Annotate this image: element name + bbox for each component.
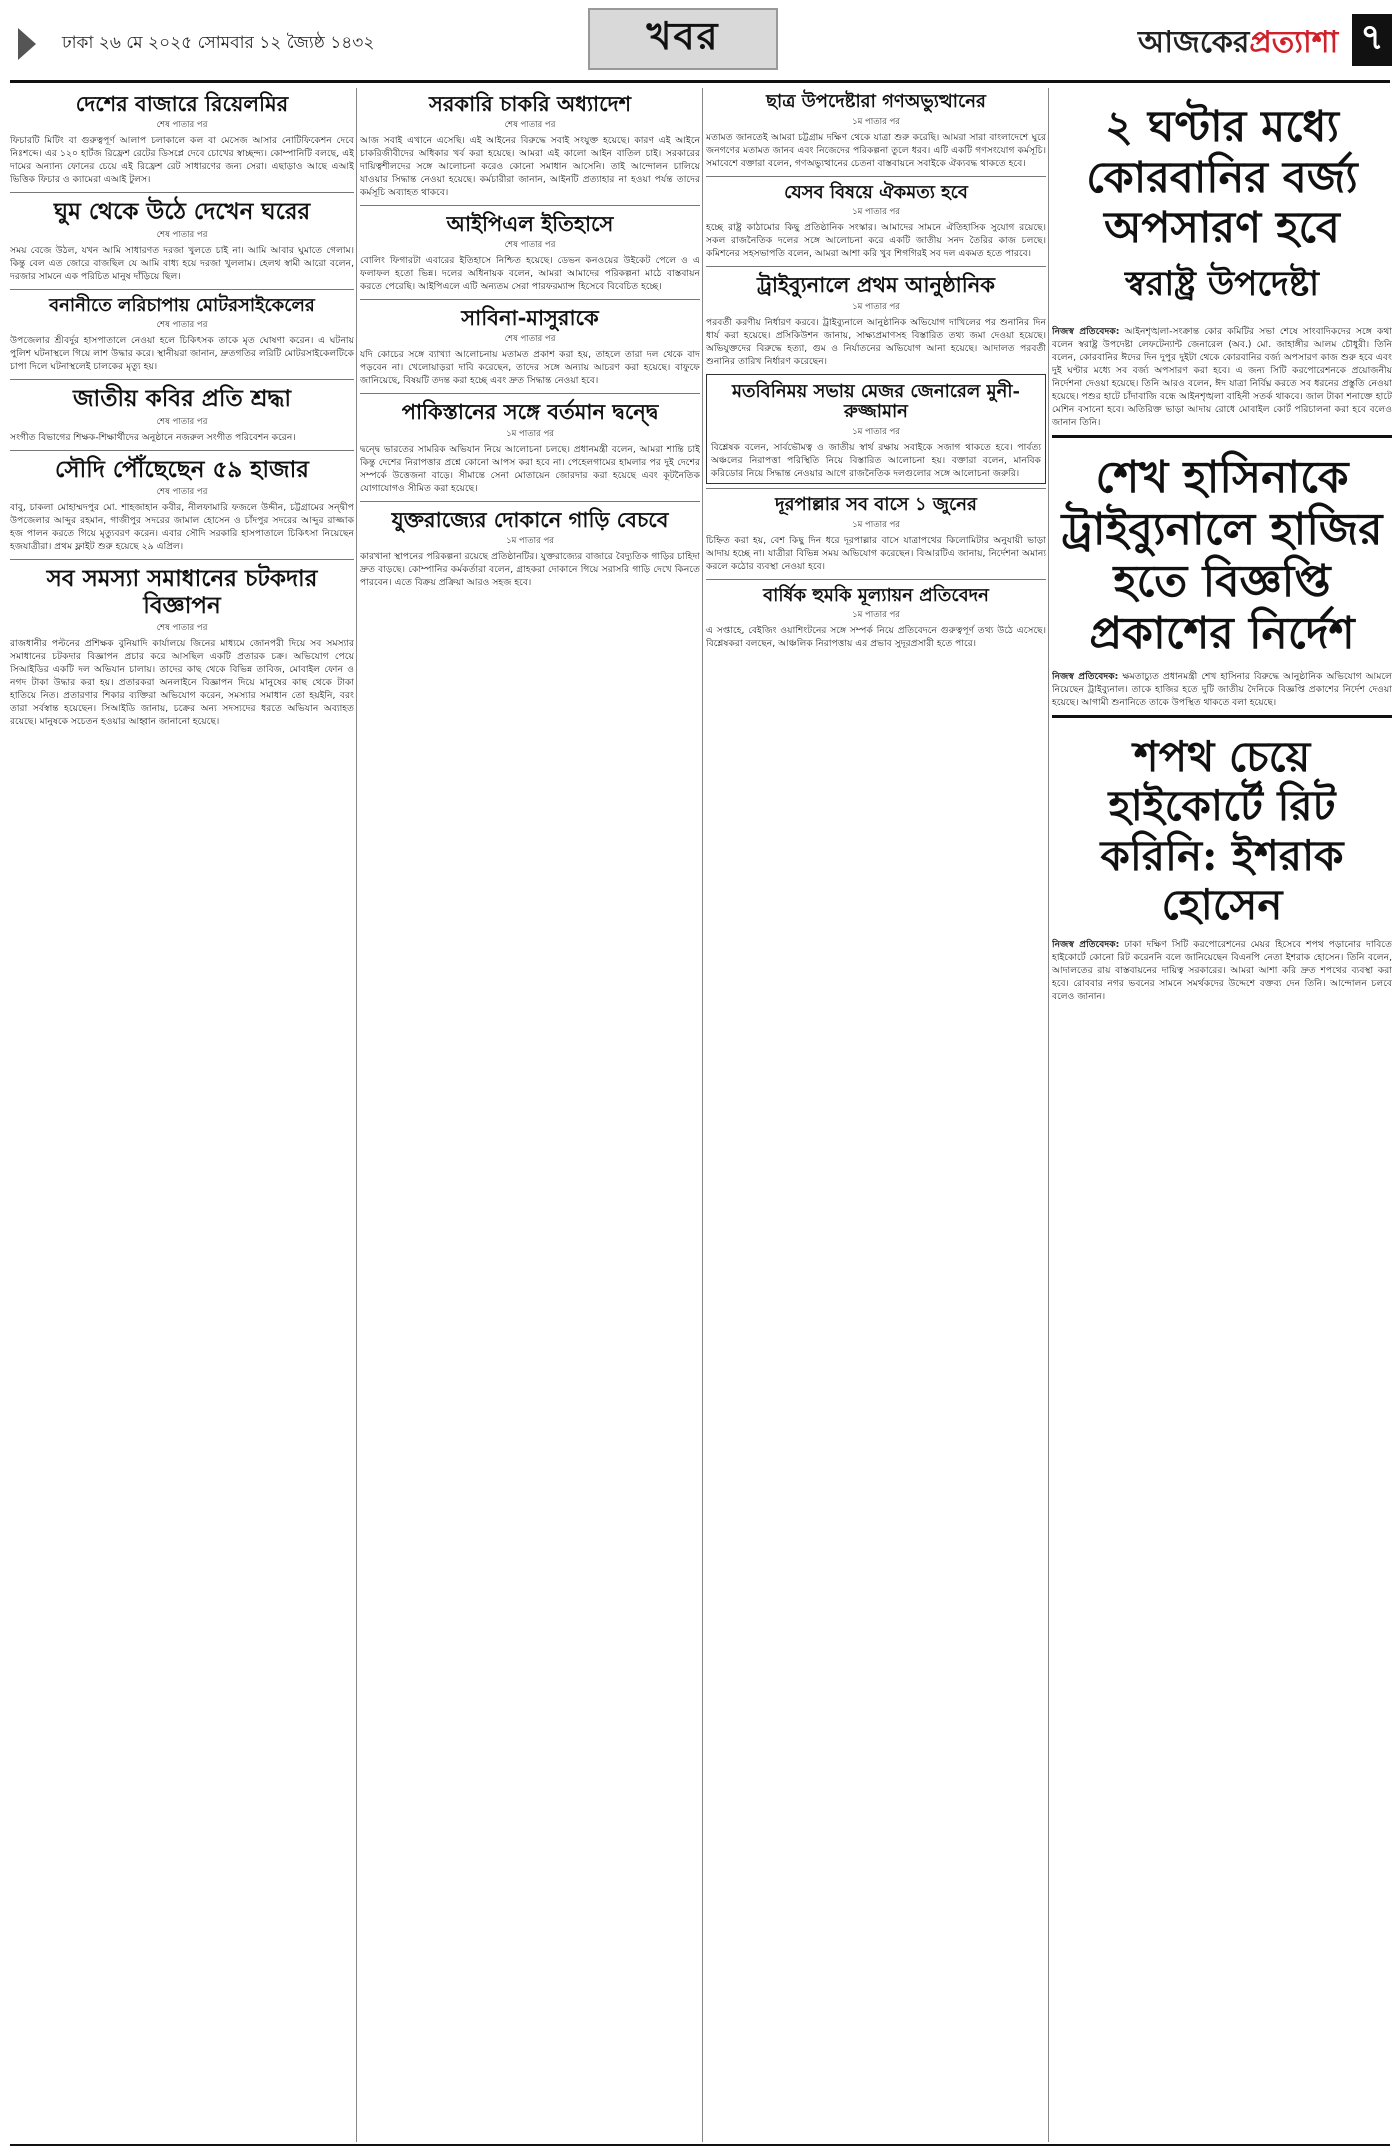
- divider: [1052, 715, 1392, 718]
- footer-rule: [10, 2144, 1390, 2146]
- article: [10, 453, 354, 553]
- jump-label: শেষ পাতার পর: [504, 334, 556, 345]
- article-headline[interactable]: বনানীতে লরিচাপায় মোটরসাইকেলের: [49, 294, 315, 316]
- article-body: বাবু, চাকলা মোহাম্মদপুর মো. শাহজাহান কবীর, নীলফামারি ফজলে উদ্দীন, চট্টগ্রামের সন্দ্বীপ উপজেলার আব্দুর রহমান, গাজীপুর সদরের জামাল হোসেন ও চাঁদপুর সদরের আব্দুর রাজ্জাক হজ পালন করতে গিয়ে মৃত্যুবরণ করেন। এবার সৌদি সরকারি হাসপাতালে চিকিৎসা নিয়েছেন হজযাত্রীরা। প্রথম ফ্লাইট শুরু হয়েছে ২৯ এপ্রিল।: [10, 502, 354, 553]
- article-body: রাজধানীর পল্টনের প্রশিক্ষক বুনিয়াদি কার্যালয়ে জিনের মাধ্যমে জোনপরী দিয়ে সব সমস্যার সমাধানের চটকদার বিজ্ঞাপন প্রচার করে আসছিল একটি প্রতারক চক্র। অভিযোগ পেয়ে সিআইডির একটি দল অভিযান চালায়। তাদের কাছ থেকে বিভিন্ন তাবিজ, মোবাইল ফোন ও নগদ টাকা উদ্ধার করা হয়। প্রতারকরা অনলাইনে বিজ্ঞাপন দিয়ে মানুষের কাছ থেকে টাকা হাতিয়ে নিত। প্রতারণার শিকার ব্যক্তিরা অভিযোগ করেন, সমস্যার সমাধান তো হয়ইনি, বরং তারা সর্বস্বান্ত হয়েছেন। সিআইডি জানায়, চক্রের অন্য সদস্যদের ধরতে অভিযান অব্যাহত রয়েছে। মানুষকে সচেতন হওয়ার আহ্বান জানানো হয়েছে।: [10, 638, 354, 728]
- article-headline[interactable]: ট্রাইব্যুনালে প্রথম আনুষ্ঠানিক: [756, 272, 995, 298]
- jump-label: শেষ পাতার পর: [504, 240, 556, 251]
- article-headline[interactable]: শেখ হাসিনাকে ট্রাইব্যুনালে হাজির হতে বিজ্ঞপ্তি প্রকাশের নির্দেশ: [1061, 452, 1383, 659]
- article-body: বোলিং ফিগারটা এবারের ইতিহাসে নিশ্চিত হয়েছে। ডেভন কনওয়ের উইকেট পেলে ও এ ফলাফল হতো ভিন্ন। দলের অধিনায়ক বলেন, আমরা আমাদের পরিকল্পনা মাঠে বাস্তবায়ন করতে পেরেছি। আইপিএলে এটি অন্যতম সেরা পারফরম্যান্স হিসেবে বিবেচিত হচ্ছে।: [360, 255, 700, 293]
- jump-label: শেষ পাতার পর: [156, 416, 208, 427]
- divider: [10, 559, 354, 560]
- article-body: হচ্ছে রাষ্ট্র কাঠামোর কিছু প্রতিষ্ঠানিক সংস্কার। আমাদের সামনে ঐতিহাসিক সুযোগ রয়েছে। সকল রাজনৈতিক দলের সঙ্গে আলোচনা করে একটি জাতীয় সনদ তৈরির কাজ চলছে। কমিশনের সহসভাপতি বলেন, আমরা আশা করি খুব শিগগিরই সব দল একমত হতে পারবে।: [706, 222, 1046, 260]
- article-headline[interactable]: বার্ষিক হুমকি মূল্যায়ন প্রতিবেদন: [763, 584, 989, 606]
- article-body: ক্ষমতাচ্যুত প্রধানমন্ত্রী শেখ হাসিনার বিরুদ্ধে আনুষ্ঠানিক অভিযোগ আমলে নিয়েছেন ট্রাইব্যুনাল। তাকে হাজির হতে দুটি জাতীয় দৈনিকে বিজ্ঞপ্তি প্রকাশের নির্দেশ দেওয়া হয়েছে। আগামী শুনানিতে তাকে উপস্থিত থাকতে বলা হয়েছে।: [1052, 670, 1392, 708]
- article-body: চিহ্নিত করা হয়, বেশ কিছু দিন ধরে দূরপাল্লার বাসে যাত্রাপথের কিলোমিটার অনুযায়ী ভাড়া আদায় হচ্ছে না। যাত্রীরা বিভিন্ন সময় অভিযোগ করেছেন। বিআরটিএ জানায়, নির্দেশনা অমান্য করলে কঠোর ব্যবস্থা নেওয়া হবে।: [706, 534, 1046, 572]
- column-2: [360, 88, 700, 2142]
- divider: [360, 501, 700, 502]
- jump-label: শেষ পাতার পর: [156, 320, 208, 331]
- article-headline[interactable]: পাকিস্তানের সঙ্গে বর্তমান দ্বন্দ্বে: [401, 399, 659, 425]
- article: [706, 269, 1046, 367]
- article-headline[interactable]: সব সমস্যা সমাধানের চটকদার বিজ্ঞাপন: [46, 565, 318, 619]
- article-body: সংগীত বিভাগের শিক্ষক-শিক্ষার্থীদের অনুষ্ঠানে নজরুল সংগীত পরিবেশন করেন।: [10, 431, 296, 443]
- article-headline[interactable]: সৌদি পৌঁছেছেন ৫৯ হাজার: [55, 455, 309, 483]
- arrow-right-icon: [18, 28, 36, 60]
- divider: [706, 488, 1046, 489]
- article-body: যদি কোচের সঙ্গে ব্যাখ্যা আলোচনায় মতামত প্রকাশ করা হয়, তাহলে তারা দল থেকে বাদ পড়বেন না। খেলোয়াড়রা দাবি করেছেন, তাদের সঙ্গে অন্যায় আচরণ করা হয়েছে। বাফুফে জানিয়েছে, বিষয়টি তদন্ত করা হচ্ছে এবং দ্রুত সিদ্ধান্ত নেওয়া হবে।: [360, 349, 700, 387]
- divider: [10, 289, 354, 290]
- article: [1052, 444, 1392, 709]
- lead-subheadline: স্বরাষ্ট্র উপদেষ্টা: [1124, 264, 1320, 305]
- header-rule: [10, 80, 1390, 83]
- jump-label: ১ম পাতার পর: [852, 519, 900, 530]
- column-1: [10, 88, 354, 2142]
- divider: [706, 579, 1046, 580]
- jump-label: ১ম পাতার পর: [852, 116, 900, 127]
- article-body: আইনশৃঙ্খলা-সংক্রান্ত কোর কমিটির সভা শেষে সাংবাদিকদের সঙ্গে কথা বলেন স্বরাষ্ট্র উপদেষ্টা লেফটেন্যান্ট জেনারেল (অব.) মো. জাহাঙ্গীর আলম চৌধুরী। তিনি বলেন, কোরবানির ঈদের দিন দুপুর দুইটা থেকে কোরবানির বর্জ্য অপসারণ কাজ শুরু হবে এবং দুই ঘণ্টার মধ্যে সব বর্জ্য অপসারণ করা হবে। এ জন্য সিটি করপোরেশনকে প্রয়োজনীয় নির্দেশনা দেওয়া হয়েছে। তিনি আরও বলেন, ঈদ যাত্রা নির্বিঘ্ন করতে সব ধরনের প্রস্তুতি নেওয়া হয়েছে। পশুর হাটে চাঁদাবাজি বন্ধে আইনশৃঙ্খলা বাহিনী সতর্ক থাকবে। জাল টাকা শনাক্তে হাটে মেশিন বসানো হবে। অতিরিক্ত ভাড়া আদায় রোধে মোবাইল কোর্ট পরিচালনা করা হবে বলেও জানান তিনি।: [1052, 326, 1392, 429]
- article: [10, 88, 354, 186]
- article-headline[interactable]: দূরপাল্লার সব বাসে ১ জুনের: [775, 493, 977, 515]
- divider: [1052, 435, 1392, 438]
- date-line: ঢাকা ২৬ মে ২০২৫ সোমবার ১২ জ্যৈষ্ঠ ১৪৩২: [62, 33, 375, 53]
- jump-label: ১ম পাতার পর: [506, 428, 554, 439]
- brand-part2: প্রত্যাশা: [1249, 25, 1339, 60]
- article: [10, 562, 354, 728]
- brand-logo[interactable]: [1138, 18, 1338, 69]
- divider: [10, 379, 354, 380]
- article-headline[interactable]: সাবিনা-মাসুরাকে: [461, 305, 599, 331]
- article: [360, 302, 700, 387]
- jump-label: শেষ পাতার পর: [156, 487, 208, 498]
- masthead: [0, 0, 1400, 82]
- article-headline[interactable]: মতবিনিময় সভায় মেজর জেনারেল মুনী-রুজ্জামান: [732, 380, 1020, 423]
- article: [360, 504, 700, 589]
- lead-article: [1052, 88, 1392, 429]
- article-headline[interactable]: সরকারি চাকরি অধ্যাদেশ: [428, 91, 632, 116]
- divider: [10, 450, 354, 451]
- jump-label: শেষ পাতার পর: [156, 120, 208, 131]
- article-body: মতামত জানতেই আমরা চট্টগ্রাম দক্ষিণ থেকে যাত্রা শুরু করেছি। আমরা সারা বাংলাদেশে ঘুরে জনগণের মতামত জানব এবং নিজেদের পরিকল্পনা তুলে ধরব। এটি একটি গণসংযোগ কর্মসূচি। সমাবেশে বক্তারা বলেন, গণঅভ্যুত্থানের চেতনা বাস্তবায়নে সবাইকে ঐক্যবদ্ধ থাকতে হবে।: [706, 131, 1046, 169]
- article-body: দ্বন্দ্বে ভারতের সামরিক অভিযান নিয়ে আলোচনা চলছে। প্রধানমন্ত্রী বলেন, আমরা শান্তি চাই কিন্তু দেশের নিরাপত্তার প্রশ্নে কোনো আপস করা হবে না। পেহেলগামের হামলার পর দুই দেশের সম্পর্কে উত্তেজনা বাড়ে। সীমান্তে সেনা মোতায়েন জোরদার করা হয়েছে এবং কূটনৈতিক যোগাযোগও সীমিত করা হয়েছে।: [360, 443, 700, 494]
- column-4: [1052, 88, 1392, 2142]
- divider: [706, 176, 1046, 177]
- article: [10, 195, 354, 282]
- article-body: সময় বেজে উঠল, যখন আমি সাধারণত দরজা খুলতে চাই না। আমি আবার ঘুমাতে গেলাম। কিন্তু বেল এত জোরে বাজছিল যে আমি বাধ্য হয়ে দরজা খুললাম। হেলথ স্বামী আরো বলেন, দরজার সামনে এক পরিচিত মানুষ দাঁড়িয়ে ছিল।: [10, 244, 354, 282]
- article-body: এ সপ্তাহে, বেইজিং ওয়াশিংটনের সঙ্গে সম্পর্ক নিয়ে প্রতিবেদনে গুরুত্বপূর্ণ তথ্য উঠে এসেছে। বিশ্লেষকরা বলছেন, আঞ্চলিক নিরাপত্তায় এর প্রভাব সুদূরপ্রসারী হতে পারে।: [706, 625, 1046, 650]
- article: [706, 179, 1046, 261]
- section-title: খবর: [588, 8, 778, 70]
- jump-label: শেষ পাতার পর: [504, 120, 556, 131]
- lead-headline[interactable]: ২ ঘণ্টার মধ্যে কোরবানির বর্জ্য অপসারণ হবে: [1086, 102, 1358, 254]
- byline: নিজস্ব প্রতিবেদক:: [1052, 670, 1119, 682]
- article-headline[interactable]: ঘুম থেকে উঠে দেখেন ঘরের: [53, 198, 311, 226]
- article-headline[interactable]: আইপিএল ইতিহাসে: [446, 211, 614, 237]
- column-3: [706, 88, 1046, 2142]
- divider: [360, 205, 700, 206]
- article: [10, 382, 354, 443]
- jump-label: ১ম পাতার পর: [852, 301, 900, 312]
- article: [360, 88, 700, 199]
- article: [10, 292, 354, 374]
- jump-label: শেষ পাতার পর: [156, 229, 208, 240]
- article: [706, 491, 1046, 573]
- article-body: আজ সবাই এখানে এসেছি। এই আইনের বিরুদ্ধে সবাই সংযুক্ত হয়েছে। কারণ এই আইনে চাকরিজীবীদের অধিকার খর্ব করা হয়েছে। আমরা এই কালো আইন বাতিল চাই। সরকারের দায়িত্বশীলদের সঙ্গে আলোচনা করেও কোনো সমাধান আসেনি। তাই আন্দোলন চালিয়ে যাওয়ার সিদ্ধান্ত নেওয়া হয়েছে। কর্মচারীরা জানান, আইনটি প্রত্যাহার না হওয়া পর্যন্ত তাদের কর্মসূচি অব্যাহত থাকবে।: [360, 135, 700, 199]
- article-body: ফিচারটি মিটিং বা গুরুত্বপূর্ণ আলাপ চলাকালে কল বা মেসেজ আসার নোটিফিকেশন দেবে নিঃশব্দে। এর ১২০ হার্টজ রিফ্রেশ রেটের ডিসপ্লে দেবে চোখের স্বাচ্ছন্দ্য। কোম্পানিটি বলছে, এই দামের অন্যান্য ফোনের চেয়ে এই রিফ্রেশ রেট সাধারণের জন্য সেরা। এছাড়াও আছে এআই ভিত্তিক ফিচার ও ক্যামেরা এআই টুলস।: [10, 135, 354, 186]
- column-divider: [1048, 88, 1049, 2142]
- article-headline[interactable]: ছাত্র উপদেষ্টারা গণঅভ্যুত্থানের: [766, 91, 986, 112]
- article: [1052, 724, 1392, 1003]
- jump-label: ১ম পাতার পর: [506, 535, 554, 546]
- article-headline[interactable]: যেসব বিষয়ে ঐকমত্য হবে: [784, 181, 968, 203]
- divider: [360, 299, 700, 300]
- jump-label: ১ম পাতার পর: [852, 426, 900, 437]
- divider: [706, 266, 1046, 267]
- article-body: উপজেলার শ্রীবর্দুর হাসপাতালে নেওয়া হলে চিকিৎসক তাকে মৃত ঘোষণা করেন। এ ঘটনায় পুলিশ ঘটনাস্থলে গিয়ে লাশ উদ্ধার করে। স্থানীয়রা জানান, দ্রুতগতির লরিটি মোটরসাইকেলটিকে চাপা দিলে ঘটনাস্থলেই চালকের মৃত্যু হয়।: [10, 335, 354, 373]
- article-body: কারখানা স্থাপনের পরিকল্পনা রয়েছে প্রতিষ্ঠানটির। যুক্তরাজ্যের বাজারে বৈদ্যুতিক গাড়ির চাহিদা দ্রুত বাড়ছে। কোম্পানির কর্মকর্তারা বলেন, গ্রাহকরা দোকানে গিয়ে সরাসরি গাড়ি দেখে কিনতে পারবেন। এতে বিক্রয় প্রক্রিয়া আরও সহজ হবে।: [360, 550, 700, 588]
- article-body: ঢাকা দক্ষিণ সিটি করপোরেশনের মেয়র হিসেবে শপথ পড়ানোর দাবিতে হাইকোর্টে কোনো রিট করেননি বলে জানিয়েছেন বিএনপি নেতা ইশরাক হোসেন। তিনি বলেন, আদালতের রায় বাস্তবায়নের দায়িত্ব সরকারের। আমরা আশা করি দ্রুত শপথের ব্যবস্থা করা হবে। রোববার নগর ভবনের সামনে সমর্থকদের উদ্দেশে বক্তব্য দেন তিনি। আন্দোলন চলবে বলেও জানান।: [1052, 939, 1392, 1003]
- jump-label: শেষ পাতার পর: [156, 623, 208, 634]
- byline: নিজস্ব প্রতিবেদক:: [1052, 326, 1120, 338]
- article-body: বিশ্লেষক বলেন, সার্বভৌমত্ব ও জাতীয় স্বার্থ রক্ষায় সবাইকে সজাগ থাকতে হবে। পার্বত্য অঞ্চলের নিরাপত্তা পরিস্থিতি নিয়ে বিস্তারিত আলোচনা হয়। বক্তারা বলেন, মানবিক করিডোর নিয়ে সিদ্ধান্ত নেওয়ার আগে রাজনৈতিক দলগুলোর সঙ্গে আলোচনা জরুরি।: [711, 441, 1041, 479]
- page-number: ৭: [1352, 14, 1392, 66]
- article: [360, 396, 700, 494]
- article: [706, 88, 1046, 170]
- jump-label: ১ম পাতার পর: [852, 207, 900, 218]
- article: [360, 208, 700, 293]
- article-headline[interactable]: জাতীয় কবির প্রতি শ্রদ্ধা: [72, 385, 292, 413]
- byline: নিজস্ব প্রতিবেদক:: [1052, 939, 1120, 951]
- article: [706, 374, 1046, 484]
- brand-part1: আজকের: [1138, 25, 1250, 60]
- article: [706, 582, 1046, 651]
- divider: [10, 192, 354, 193]
- article-headline[interactable]: শপথ চেয়ে হাইকোর্টে রিট করিনি: ইশরাক হোসেন: [1100, 731, 1344, 930]
- article-headline[interactable]: দেশের বাজারে রিয়েলমির: [75, 91, 289, 116]
- divider: [360, 393, 700, 394]
- article-body: পরবর্তী করণীয় নির্ধারণ করবে। ট্রাইব্যুনালে আনুষ্ঠানিক অভিযোগ দাখিলের পর শুনানির দিন ধার্য করা হয়েছে। প্রসিকিউশন জানায়, সাক্ষ্যপ্রমাণসহ বিস্তারিত তথ্য জমা দেওয়া হয়েছে। অভিযুক্তদের বিরুদ্ধে হত্যা, গুম ও নির্যাতনের অভিযোগ আনা হয়েছে। আদালত পরবর্তী শুনানির তারিখ নির্ধারণ করেছেন।: [706, 316, 1046, 367]
- column-divider: [702, 88, 703, 2142]
- date-line-group: [18, 20, 374, 68]
- jump-label: ১ম পাতার পর: [852, 610, 900, 621]
- column-divider: [356, 88, 357, 2142]
- article-headline[interactable]: যুক্তরাজ্যের দোকানে গাড়ি বেচবে: [391, 506, 669, 532]
